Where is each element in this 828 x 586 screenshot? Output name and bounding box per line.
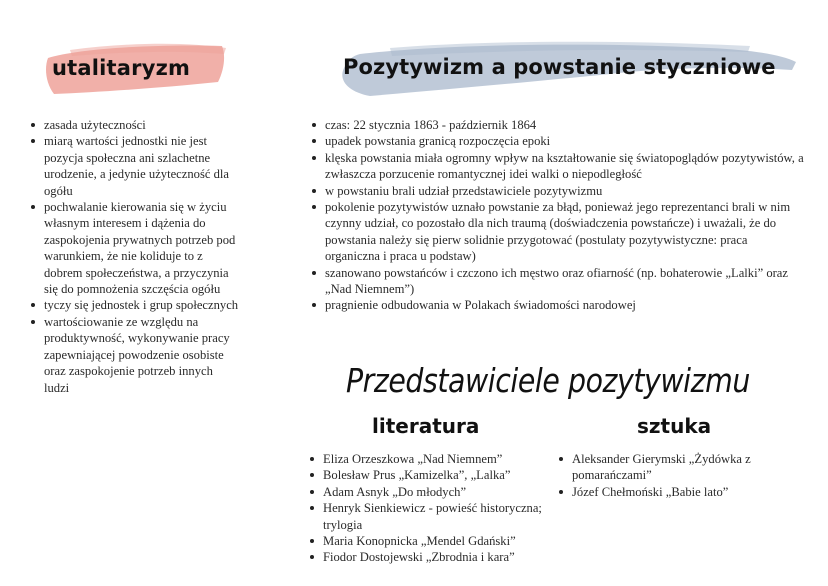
utilitarianism-heading: utalitaryzm xyxy=(52,56,191,80)
list-item: pragnienie odbudowania w Polakach świadomości narodowej xyxy=(310,297,805,313)
representatives-heading: Przedstawiciele pozytywizmu xyxy=(346,361,750,400)
list-item: szanowano powstańców i czczono ich męstwo oraz ofiarność (np. bohaterowie „Lalki” oraz „Nad Niemnem”) xyxy=(310,265,805,298)
list-item: Maria Konopnicka „Mendel Gdański” xyxy=(308,533,548,549)
list-item: w powstaniu brali udział przedstawiciele pozytywizmu xyxy=(310,183,805,199)
utilitarianism-list xyxy=(29,117,239,396)
list-item: Fiodor Dostojewski „Zbrodnia i kara” xyxy=(308,549,548,565)
list-item: Aleksander Gierymski „Żydówka z pomarańczami” xyxy=(557,451,787,484)
art-heading: sztuka xyxy=(637,414,712,438)
positivism-heading: Pozytywizm a powstanie styczniowe xyxy=(343,55,776,79)
list-item: zasada użyteczności xyxy=(29,117,239,133)
list-item: pokolenie pozytywistów uznało powstanie za błąd, ponieważ jego reprezentanci brali w nim czynny udział, co pozostało dla nich traumą (doświadczenia powstańcze) i uważali, że do powstania należy się pierw solidnie przygotować (postulaty pozytywistyczne: praca organiczna i praca u podstaw) xyxy=(310,199,805,265)
list-item: Henryk Sienkiewicz - powieść historyczna; trylogia xyxy=(308,500,548,533)
list-item: miarą wartości jednostki nie jest pozycja społeczna ani szlachetne urodzenie, a jedynie użyteczność dla ogółu xyxy=(29,133,239,199)
list-item: upadek powstania granicą rozpoczęcia epoki xyxy=(310,133,805,149)
list-item: Józef Chełmoński „Babie lato” xyxy=(557,484,787,500)
list-item: wartościowanie ze względu na produktywność, wykonywanie pracy zapewniającej powodzenie osobiste oraz zaspokojenie potrzeb innych ludzi xyxy=(29,314,239,396)
art-list xyxy=(557,451,787,500)
list-item: czas: 22 stycznia 1863 - październik 1864 xyxy=(310,117,805,133)
list-item: Bolesław Prus „Kamizelka”, „Lalka” xyxy=(308,467,548,483)
literature-heading: literatura xyxy=(372,414,480,438)
positivism-list xyxy=(310,117,805,314)
list-item: Eliza Orzeszkowa „Nad Niemnem” xyxy=(308,451,548,467)
literature-list xyxy=(308,451,548,566)
list-item: Adam Asnyk „Do młodych” xyxy=(308,484,548,500)
list-item: klęska powstania miała ogromny wpływ na kształtowanie się światopoglądów pozytywistów, a zwłaszcza porzucenie romantycznej idei walki o niepodległość xyxy=(310,150,805,183)
list-item: pochwalanie kierowania się w życiu własnym interesem i dążenia do zaspokojenia prywatnych potrzeb pod warunkiem, że nie koliduje to z dobrem społeczeństwa, a przyczynia się do pomnożenia szczęścia ogółu xyxy=(29,199,239,297)
list-item: tyczy się jednostek i grup społecznych xyxy=(29,297,239,313)
